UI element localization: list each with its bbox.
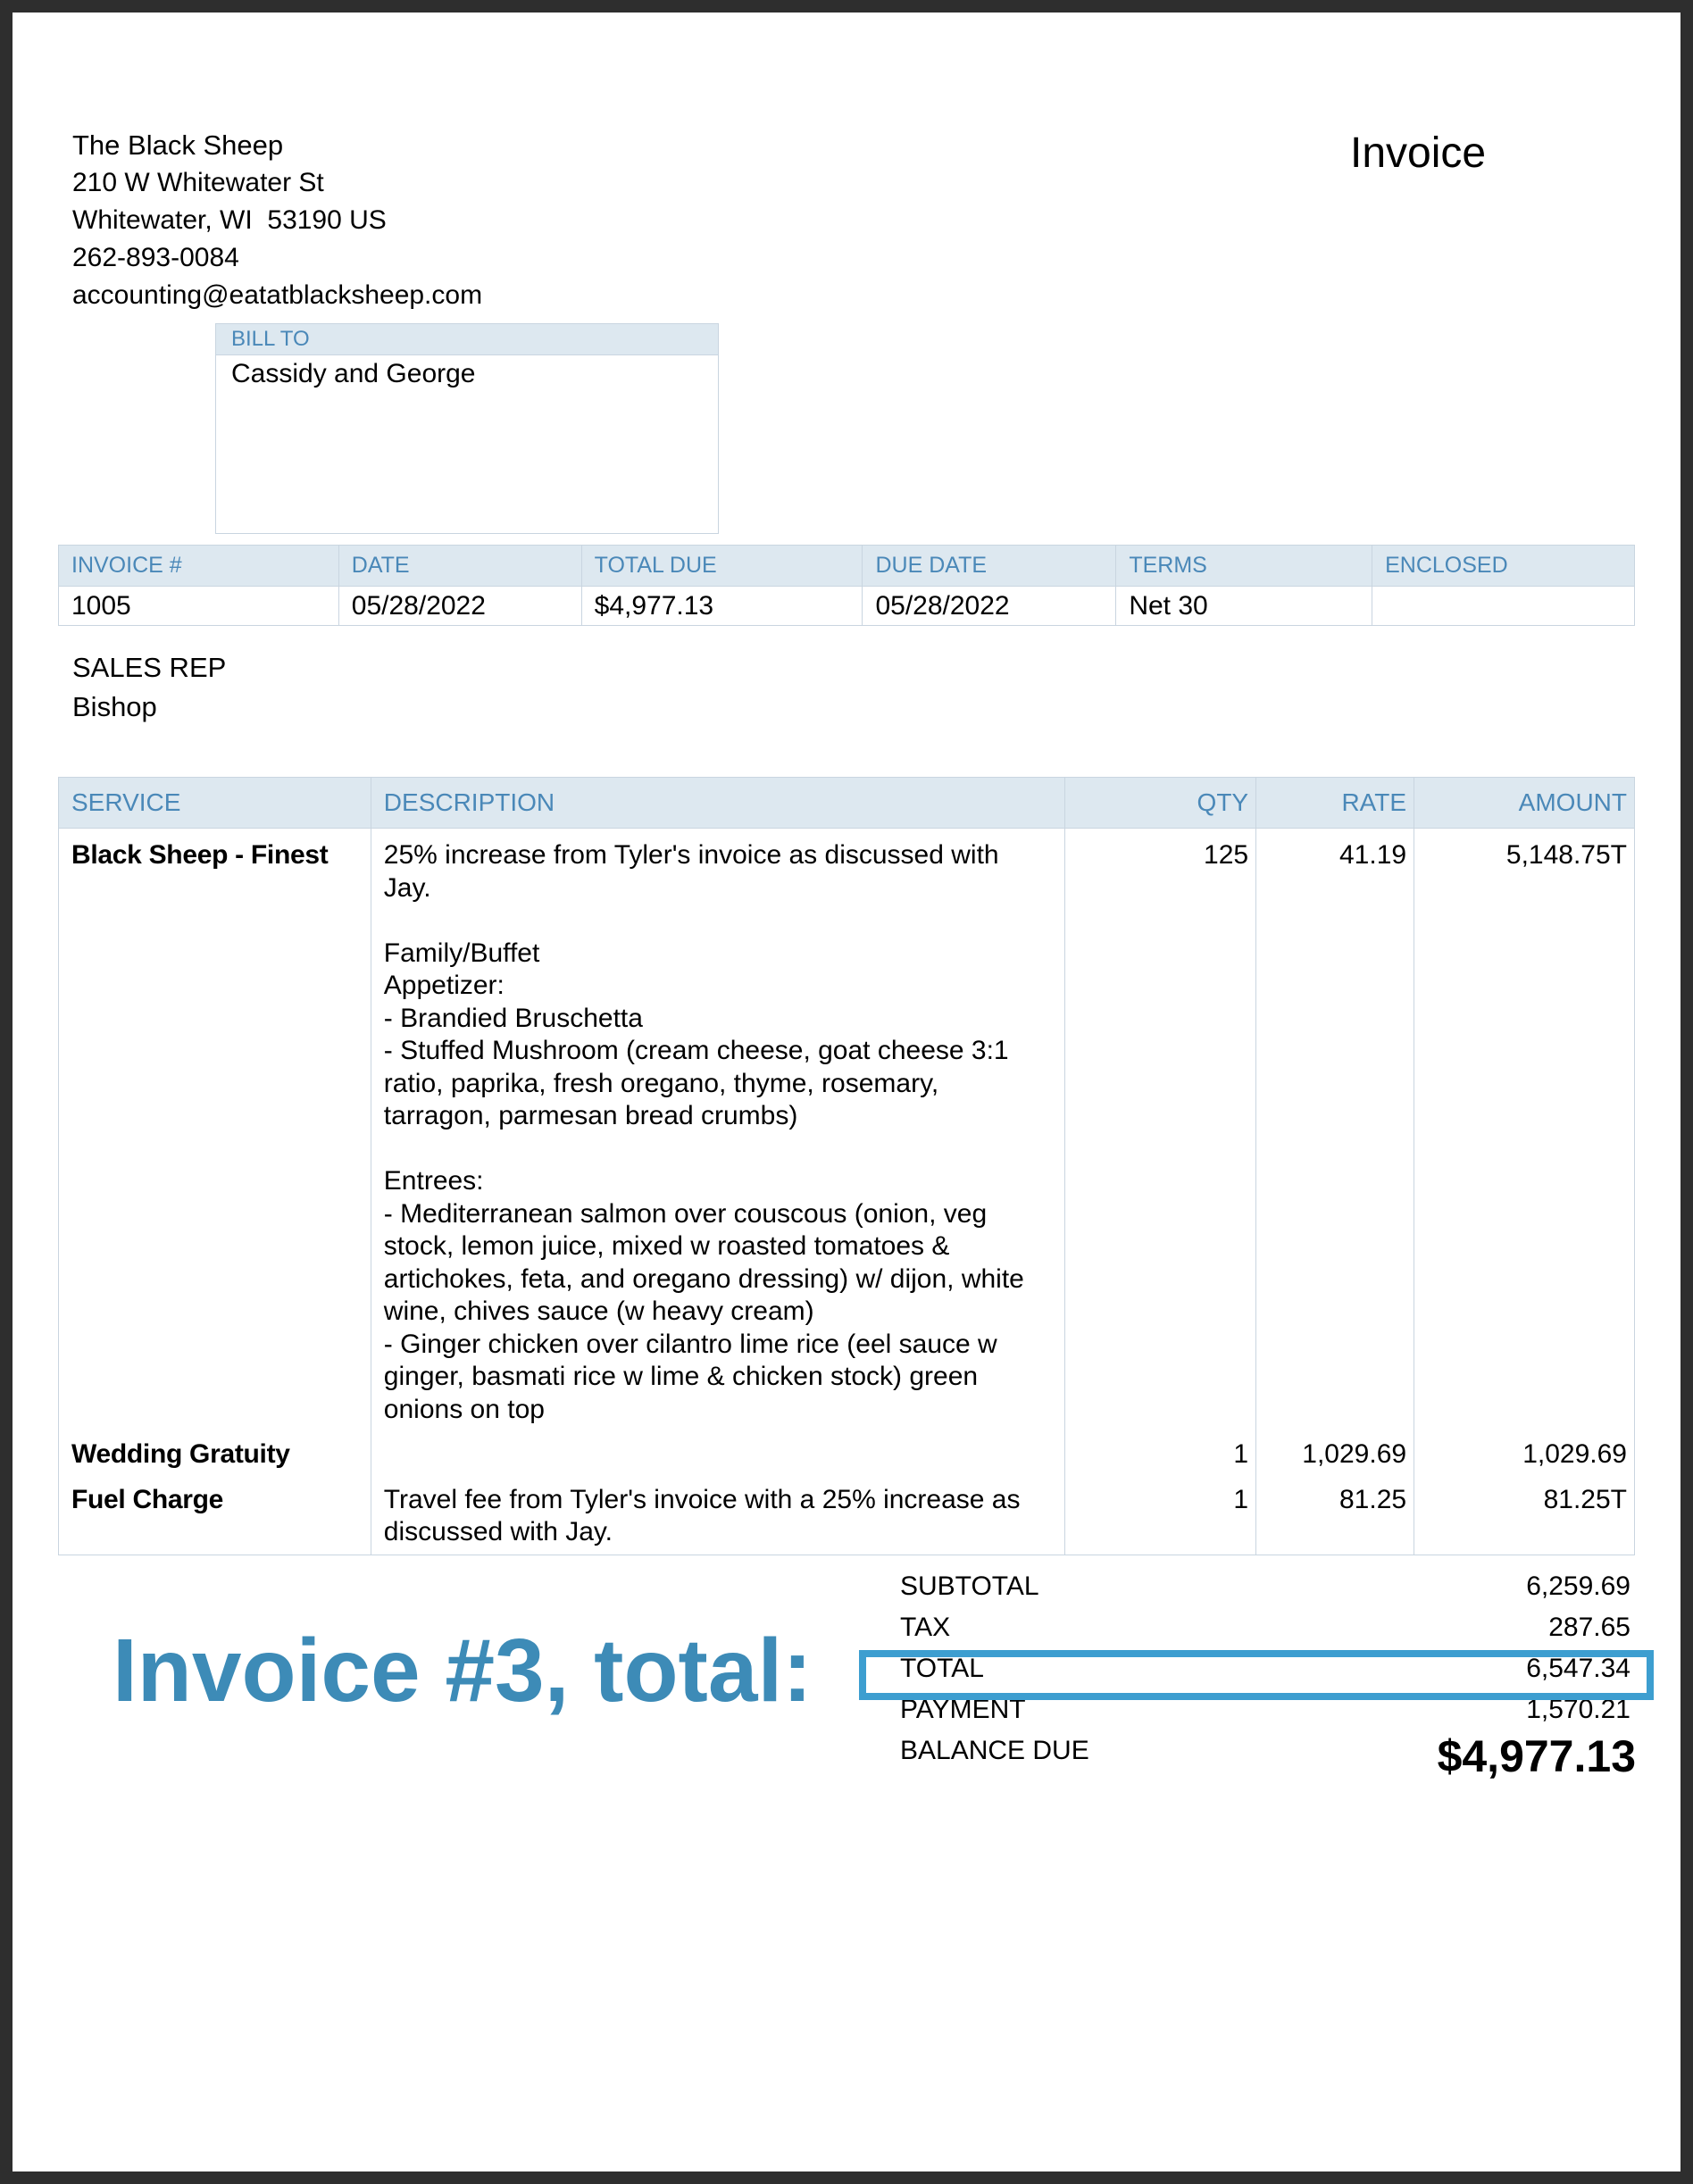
total-highlight-box <box>859 1650 1654 1700</box>
item-service: Wedding Gratuity <box>59 1431 371 1477</box>
item-qty: 1 <box>1065 1431 1256 1477</box>
header-enclosed: ENCLOSED <box>1372 546 1635 587</box>
bill-to-value: Cassidy and George <box>231 359 476 388</box>
subtotal-row <box>888 1566 1647 1607</box>
invoice-info-table <box>58 545 1635 626</box>
balance-due-value: $4,977.13 <box>1437 1731 1636 1781</box>
tax-label: TAX <box>900 1613 951 1642</box>
tax-row <box>888 1607 1647 1648</box>
item-rate: 81.25 <box>1256 1477 1414 1555</box>
total-value: 6,547.34 <box>1526 1654 1630 1683</box>
header-service: SERVICE <box>59 778 371 829</box>
header-date: DATE <box>338 546 581 587</box>
bill-to-box <box>215 323 719 534</box>
header-amount: AMOUNT <box>1414 778 1635 829</box>
invoice-total-due: $4,977.13 <box>581 587 863 626</box>
line-items-table <box>58 777 1635 1555</box>
item-rate: 1,029.69 <box>1256 1431 1414 1477</box>
header-qty: QTY <box>1065 778 1256 829</box>
company-name: The Black Sheep <box>72 129 284 161</box>
company-phone: 262-893-0084 <box>72 243 239 272</box>
company-address-line1: 210 W Whitewater St <box>72 168 324 197</box>
item-qty: 1 <box>1065 1477 1256 1555</box>
document-title: Invoice <box>1350 129 1487 177</box>
item-description: Travel fee from Tyler's invoice with a 25% increase as discussed with Jay. <box>371 1477 1064 1555</box>
header-rate: RATE <box>1256 778 1414 829</box>
tax-value: 287.65 <box>1548 1613 1630 1642</box>
company-address-line2: Whitewater, WI 53190 US <box>72 205 387 235</box>
invoice-enclosed <box>1372 587 1635 626</box>
item-rate: 41.19 <box>1256 829 1414 1432</box>
balance-due-label: BALANCE DUE <box>900 1736 1089 1765</box>
bill-to-label: BILL TO <box>216 324 718 355</box>
company-block <box>72 127 482 314</box>
table-row <box>59 1477 1635 1555</box>
company-email: accounting@eatatblacksheep.com <box>72 280 483 310</box>
table-row <box>59 1431 1635 1477</box>
header-invoice-number: INVOICE # <box>59 546 339 587</box>
header-description: DESCRIPTION <box>371 778 1064 829</box>
item-amount: 81.25T <box>1414 1477 1635 1555</box>
payment-label: PAYMENT <box>900 1695 1026 1724</box>
item-service: Fuel Charge <box>59 1477 371 1555</box>
subtotal-value: 6,259.69 <box>1526 1571 1630 1601</box>
header-terms: TERMS <box>1116 546 1372 587</box>
item-amount: 5,148.75T <box>1414 829 1635 1432</box>
subtotal-label: SUBTOTAL <box>900 1571 1039 1601</box>
sales-rep-label: SALES REP <box>72 652 227 683</box>
invoice-due-date: 05/28/2022 <box>863 587 1116 626</box>
annotation-label: Invoice #3, total: <box>113 1621 813 1721</box>
header-total-due: TOTAL DUE <box>581 546 863 587</box>
sales-rep-block <box>72 648 226 727</box>
item-description: 25% increase from Tyler's invoice as discussed with Jay. Family/Buffet Appetizer: - Brandied Bruschetta - Stuffed Mushroom (cream cheese, goat cheese 3:1 ratio, paprika, fresh oregano, thyme, rosemary, tarragon, parmesan bread crumbs) Entrees: - Mediterranean salmon over couscous (onion, veg stock, lemon juice, mixed w roasted tomatoes & artichokes, feta, and oregano dressing) w/ dijon, white wine, chives sauce (w heavy cream) - Ginger chicken over cilantro lime rice (eel sauce w ginger, basmati rice w lime & chicken stock) green onions on top <box>371 829 1064 1432</box>
item-qty: 125 <box>1065 829 1256 1432</box>
balance-due-row <box>888 1730 1647 1781</box>
payment-value: 1,570.21 <box>1526 1695 1630 1724</box>
total-label: TOTAL <box>900 1654 984 1683</box>
header-due-date: DUE DATE <box>863 546 1116 587</box>
invoice-terms: Net 30 <box>1116 587 1372 626</box>
item-service: Black Sheep - Finest <box>59 829 371 1432</box>
item-amount: 1,029.69 <box>1414 1431 1635 1477</box>
item-description <box>371 1431 1064 1477</box>
invoice-number: 1005 <box>59 587 339 626</box>
sales-rep-value: Bishop <box>72 691 157 722</box>
table-row <box>59 829 1635 1432</box>
invoice-date: 05/28/2022 <box>338 587 581 626</box>
invoice-page <box>13 13 1680 2171</box>
